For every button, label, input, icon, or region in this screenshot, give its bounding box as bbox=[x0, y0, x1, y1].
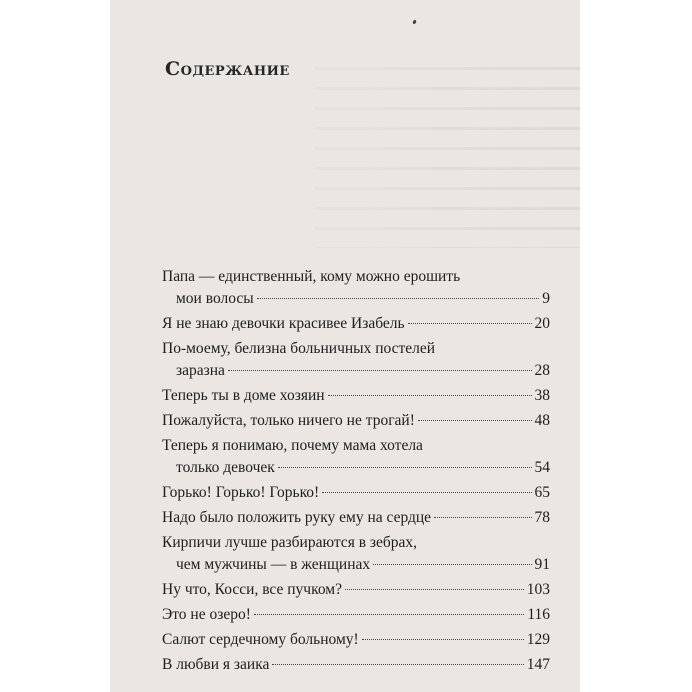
page-number: 129 bbox=[526, 631, 550, 648]
toc-entry-title: чем мужчины — в женщинах bbox=[176, 556, 371, 573]
toc-entry-first-line: Папа — единственный, кому можно ерошить bbox=[162, 268, 461, 285]
toc-entry-title: Я не знаю девочки красивее Изабель bbox=[162, 315, 405, 332]
page-number: 28 bbox=[534, 362, 550, 379]
toc-entry-line bbox=[162, 457, 550, 479]
toc-entry bbox=[162, 385, 550, 407]
toc-entry-title: В любви я заика bbox=[162, 656, 270, 673]
toc-entry-title: Пожалуйста, только ничего не трогай! bbox=[162, 412, 415, 429]
toc-entry-line bbox=[162, 385, 550, 407]
table-of-contents bbox=[162, 266, 550, 679]
toc-entry-line bbox=[162, 554, 550, 576]
toc-entry-title: Салют сердечному больному! bbox=[162, 631, 359, 648]
toc-entry-line bbox=[162, 654, 550, 676]
toc-entry-title: заразна bbox=[176, 362, 225, 379]
toc-entry bbox=[162, 482, 550, 504]
toc-entry-title: мои волосы bbox=[176, 290, 254, 307]
dot-leader bbox=[228, 370, 532, 371]
dot-leader bbox=[362, 639, 524, 640]
page-number: 116 bbox=[527, 606, 550, 623]
ink-speck bbox=[412, 20, 416, 25]
toc-entry bbox=[162, 507, 550, 529]
toc-entry-line bbox=[162, 579, 550, 601]
toc-entry bbox=[162, 410, 550, 432]
dot-leader bbox=[434, 517, 531, 518]
toc-entry bbox=[162, 435, 550, 479]
dot-leader bbox=[408, 323, 532, 324]
page-number: 147 bbox=[526, 656, 550, 673]
page-number: 38 bbox=[534, 387, 550, 404]
toc-entry-first-line: По-моему, белизна больничных постелей bbox=[162, 340, 436, 357]
page-number: 65 bbox=[534, 484, 550, 501]
toc-entry-title: Горько! Горько! Горько! bbox=[162, 484, 320, 501]
toc-entry bbox=[162, 629, 550, 651]
page-number: 78 bbox=[534, 509, 550, 526]
bleed-through-text bbox=[315, 58, 580, 248]
dot-leader bbox=[418, 420, 532, 421]
toc-entry bbox=[162, 266, 550, 310]
toc-entry-line bbox=[162, 410, 550, 432]
toc-entry-title: Теперь ты в доме хозяин bbox=[162, 387, 325, 404]
toc-entry-line bbox=[162, 507, 550, 529]
toc-entry-line bbox=[162, 604, 550, 626]
toc-entry-line bbox=[162, 482, 550, 504]
page-number: 48 bbox=[534, 412, 550, 429]
toc-entry-line bbox=[162, 360, 550, 382]
dot-leader bbox=[254, 614, 524, 615]
toc-entry-first-line: Теперь я понимаю, почему мама хотела bbox=[162, 437, 423, 454]
toc-entry-line bbox=[162, 629, 550, 651]
dot-leader bbox=[278, 467, 532, 468]
page-number: 20 bbox=[534, 315, 550, 332]
dot-leader bbox=[328, 395, 532, 396]
dot-leader bbox=[345, 589, 524, 590]
dot-leader bbox=[257, 298, 540, 299]
toc-entry-line bbox=[162, 288, 550, 310]
page-number: 9 bbox=[542, 290, 550, 307]
toc-entry-title: Ну что, Косси, все пучком? bbox=[162, 581, 342, 598]
dot-leader bbox=[322, 492, 531, 493]
toc-entry-title: Это не озеро! bbox=[162, 606, 251, 623]
toc-entry bbox=[162, 338, 550, 382]
toc-entry bbox=[162, 604, 550, 626]
toc-entry-title: только девочек bbox=[176, 459, 275, 476]
book-page bbox=[110, 0, 580, 692]
dot-leader bbox=[373, 564, 531, 565]
toc-entry bbox=[162, 654, 550, 676]
toc-entry-title: Надо было положить руку ему на сердце bbox=[162, 509, 432, 526]
toc-entry bbox=[162, 532, 550, 576]
toc-entry-line bbox=[162, 313, 550, 335]
page-title: Содержание bbox=[165, 58, 290, 80]
page-number: 91 bbox=[534, 556, 550, 573]
toc-entry-first-line: Кирпичи лучше разбираются в зебрах, bbox=[162, 534, 418, 551]
toc-entry bbox=[162, 313, 550, 335]
toc-entry bbox=[162, 579, 550, 601]
dot-leader bbox=[272, 664, 523, 665]
page-number: 54 bbox=[534, 459, 550, 476]
page-number: 103 bbox=[526, 581, 550, 598]
